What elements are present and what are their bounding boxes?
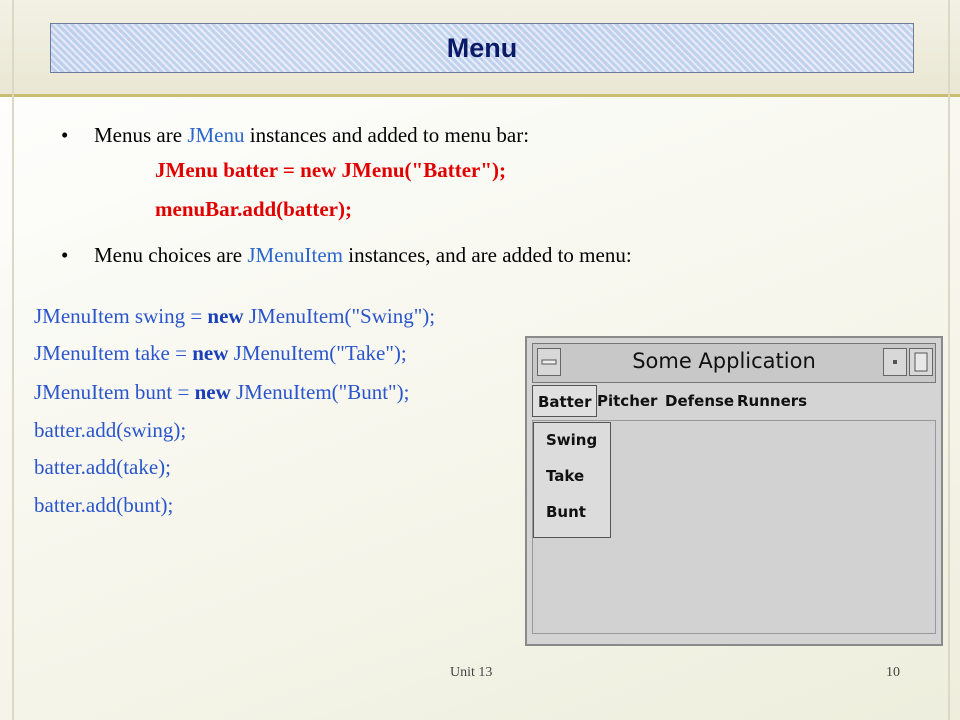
title-divider <box>0 94 960 97</box>
code-line: batter.add(swing); <box>34 418 187 442</box>
bullet-menu-choices <box>61 243 632 268</box>
window-menu-icon[interactable] <box>537 348 561 376</box>
code-line: JMenuItem take = new JMenuItem("Take"); <box>34 341 407 365</box>
footer-page-number: 10 <box>886 665 900 680</box>
title-box <box>50 23 914 73</box>
bullet-highlight: JMenu <box>187 123 245 147</box>
code-line: batter.add(bunt); <box>34 493 174 517</box>
menu-pitcher[interactable]: Pitcher <box>597 392 658 410</box>
maximize-icon[interactable] <box>909 348 933 376</box>
bullet-text: instances and added to menu bar: <box>244 123 530 147</box>
menu-defense[interactable]: Defense <box>665 392 735 410</box>
code-line-red: JMenu batter = new JMenu("Batter"); <box>155 158 506 182</box>
code-line: batter.add(take); <box>34 455 172 479</box>
menu-bar <box>532 385 936 419</box>
footer-unit: Unit 13 <box>450 665 493 680</box>
bullet-text: instances, and are added to menu: <box>343 243 632 267</box>
right-border <box>948 0 950 720</box>
bullet-menus <box>61 123 530 148</box>
bullet-dot: • <box>61 243 69 267</box>
bullet-text: Menu choices are <box>94 243 248 267</box>
menu-runners[interactable]: Runners <box>737 392 808 410</box>
bullet-highlight: JMenuItem <box>247 243 344 267</box>
left-border <box>12 0 14 720</box>
batter-dropdown-menu <box>533 422 611 538</box>
slide-title: Menu <box>446 32 518 63</box>
bullet-text: Menus are <box>94 123 188 147</box>
code-line: JMenuItem swing = new JMenuItem("Swing"); <box>34 304 436 328</box>
window-title: Some Application <box>632 349 816 373</box>
menu-item-bunt[interactable]: Bunt <box>546 503 586 521</box>
menu-batter[interactable]: Batter <box>532 385 597 417</box>
menu-item-swing[interactable]: Swing <box>546 431 598 449</box>
code-line-red: menuBar.add(batter); <box>155 197 352 221</box>
bullet-dot: • <box>61 123 69 147</box>
minimize-icon[interactable] <box>883 348 907 376</box>
app-window-screenshot <box>525 336 943 646</box>
menu-item-take[interactable]: Take <box>546 467 585 485</box>
window-titlebar <box>532 343 936 383</box>
code-line: JMenuItem bunt = new JMenuItem("Bunt"); <box>34 380 410 404</box>
